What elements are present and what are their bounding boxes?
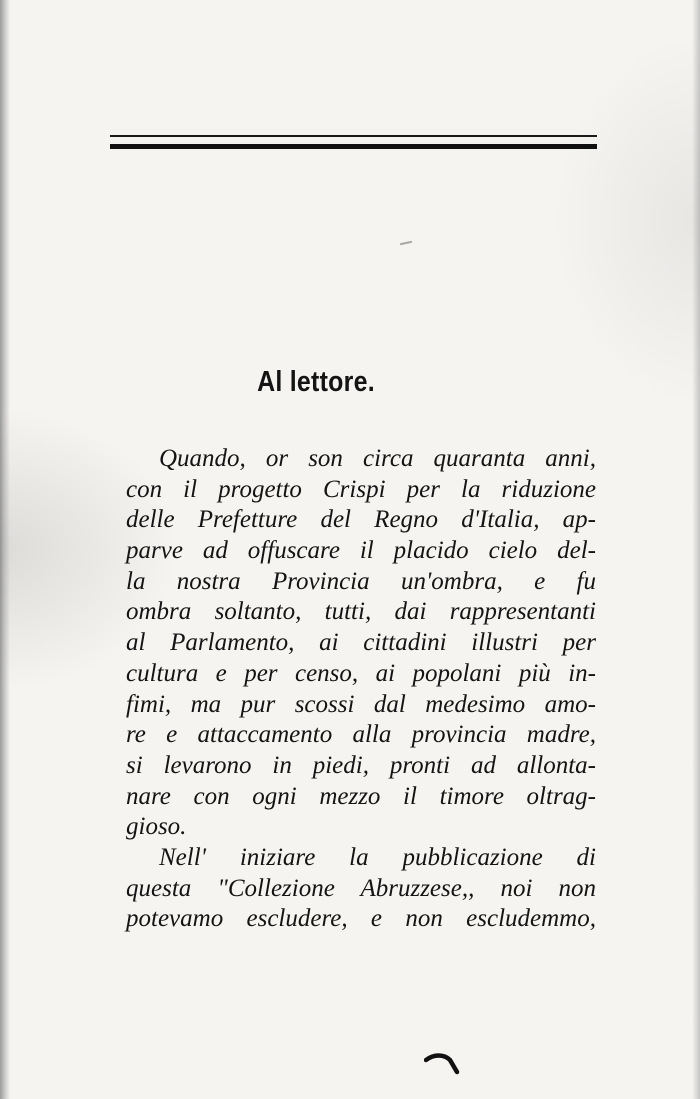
text-line: fimi, ma pur scossi dal medesimo amo-: [126, 690, 596, 718]
text-line: gioso.: [126, 813, 187, 841]
body-text: [126, 444, 596, 935]
text-line: la nostra Provincia un'ombra, e fu: [126, 567, 596, 595]
text-line: cultura e per censo, ai popolani più in-: [126, 659, 596, 687]
text-line: al Parlamento, ai cittadini illustri per: [126, 629, 596, 657]
ink-speck: [400, 241, 412, 245]
text-line: parve ad offuscare il placido cielo del-: [126, 537, 596, 565]
text-line: ombra soltanto, tutti, dai rappresentanti: [126, 598, 596, 626]
text-line: nare con ogni mezzo il timore oltrag-: [126, 782, 596, 810]
printer-mark-icon: [424, 1052, 460, 1076]
text-line: con il progetto Crispi per la riduzione: [126, 475, 596, 503]
header-rule-thin: [110, 135, 597, 137]
page-title: Al lettore.: [257, 366, 375, 398]
text-line: Quando, or son circa quaranta anni,: [159, 445, 596, 472]
text-line: potevamo escludere, e non escludemmo,: [126, 905, 596, 933]
text-line: questa "Collezione Abruzzese,, noi non: [126, 874, 596, 902]
text-line: delle Prefetture del Regno d'Italia, ap-: [126, 506, 596, 534]
text-line: si levarono in piedi, pronti ad allonta-: [126, 751, 596, 779]
text-line: Nell' iniziare la pubblicazione di: [159, 843, 596, 871]
text-line: re e attaccamento alla provincia madre,: [126, 721, 596, 749]
page-edge-shadow: [692, 0, 700, 1099]
page-binding-shadow: [0, 0, 10, 1099]
header-rule-thick: [110, 144, 597, 149]
